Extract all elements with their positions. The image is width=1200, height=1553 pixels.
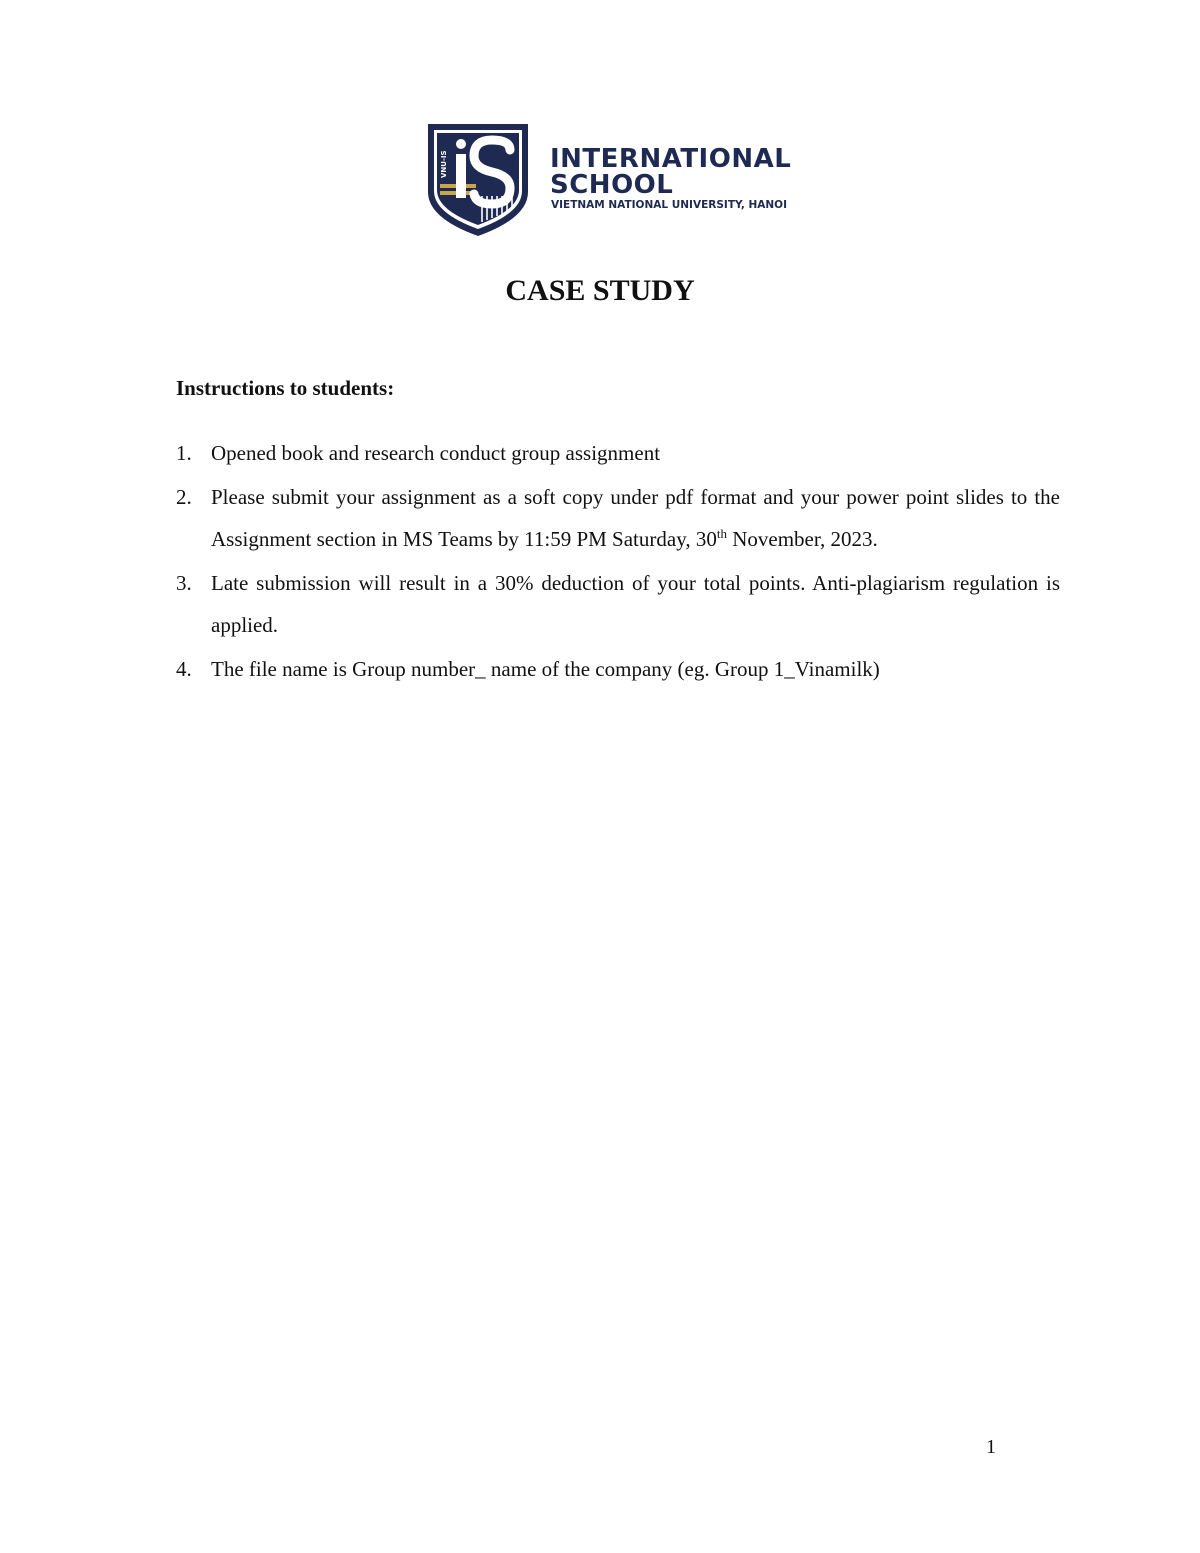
list-item-text-before: Please submit your assignment as a soft copy under pdf format and your power point slides to the Assignment section in MS Teams by 11:59 PM Saturday, 30 <box>211 485 1060 551</box>
list-item <box>176 432 1060 474</box>
shield-icon <box>426 122 530 238</box>
page-title: CASE STUDY <box>505 274 695 307</box>
list-item-text <box>211 485 1060 551</box>
list-item-number: 2. <box>176 485 192 509</box>
instructions-list <box>176 432 1060 692</box>
list-item-number: 4. <box>176 657 192 681</box>
logo-side-text: VNU-IS <box>440 150 448 178</box>
list-item-text-after: November, 2023. <box>726 527 878 551</box>
instructions-heading: Instructions to students: <box>176 376 395 400</box>
list-item <box>176 648 1060 690</box>
list-item <box>176 562 1060 646</box>
page-number: 1 <box>986 1436 996 1458</box>
list-item <box>176 476 1060 560</box>
logo-line-1: INTERNATIONAL <box>550 144 792 174</box>
list-item-superscript: th <box>716 526 727 541</box>
list-item-text: Opened book and research conduct group assignment <box>211 441 661 465</box>
list-item-number: 3. <box>176 571 192 595</box>
logo-line-2: SCHOOL <box>550 170 674 200</box>
list-item-text: The file name is Group number_ name of the company (eg. Group 1_Vinamilk) <box>211 657 880 681</box>
school-logo <box>426 122 792 238</box>
list-item-text: Late submission will result in a 30% deduction of your total points. Anti-plagiarism regulation is applied. <box>211 571 1060 637</box>
logo-line-3: VIETNAM NATIONAL UNIVERSITY, HANOI <box>551 199 788 211</box>
list-item-number: 1. <box>176 441 192 465</box>
